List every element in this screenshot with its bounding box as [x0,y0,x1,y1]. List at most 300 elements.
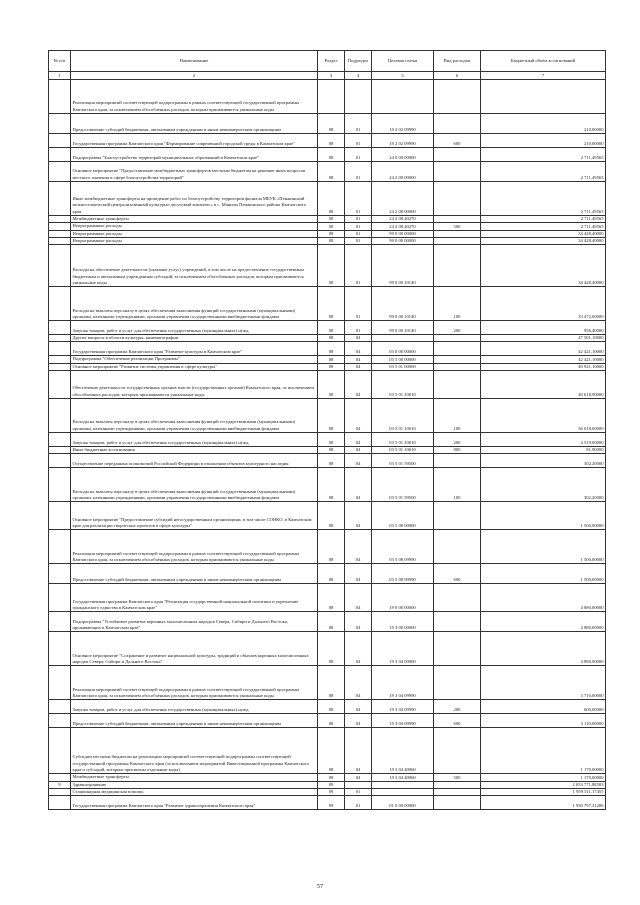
cell-no [49,216,71,223]
table-row [49,502,606,530]
table-row [49,564,606,584]
cell-amount: 1 500,00000 [481,530,606,564]
cell-amount: 1 500,00000 [481,502,606,530]
cell-podrazdel: 04 [345,356,372,363]
cell-no [49,399,71,433]
cell-podrazdel: 04 [345,632,372,666]
cell-expense-type: 600 [434,564,481,584]
cell-target-code: 19 2 02 09990 [372,114,434,134]
cell-podrazdel: 01 [345,245,372,287]
cell-razdel: 08 [318,335,345,342]
cell-name: Подпрограмма "Устойчивое развитие коренных малочисленных народов Севера, Сибири и Дальнего Востока, проживающих в Камчатском крае" [71,612,318,632]
cell-expense-type [434,114,481,134]
cell-expense-type [434,666,481,700]
cell-target-code: 99 0 00 00000 [372,237,434,244]
cell-razdel: 08 [318,321,345,335]
cell-name: Другие вопросы в области культуры, кинематографии [71,335,318,342]
cell-amount: 2 711,49565 [481,223,606,230]
cell-podrazdel: 04 [345,564,372,584]
cell-target-code: 24 2 00 00000 [372,162,434,182]
cell-amount: 34 428,40000 [481,230,606,237]
col-number: 7 [481,72,606,80]
table-row [49,245,606,287]
cell-name: Основное мероприятие "Развитие системы управления в сфере культуры" [71,363,318,370]
cell-razdel: 09 [318,796,345,810]
cell-podrazdel: 04 [345,342,372,356]
cell-amount: 40 618,90000 [481,371,606,399]
cell-podrazdel: 01 [345,788,372,795]
cell-amount: 1 170,00000 [481,728,606,774]
cell-podrazdel: 04 [345,700,372,714]
cell-expense-type [434,237,481,244]
cell-podrazdel: 01 [345,287,372,321]
col-header-name: Наименование [71,51,318,72]
cell-name: Государственная программа Камчатского края "Развитие культуры в Камчатском крае" [71,342,318,356]
cell-razdel: 08 [318,230,345,237]
cell-razdel: 08 [318,287,345,321]
table-row [49,399,606,433]
cell-name: Государственная программа Камчатского края "Формирование современной городской среды в Камчатском крае" [71,134,318,148]
table-row [49,700,606,714]
cell-no [49,666,71,700]
cell-name: Предоставление субсидий бюджетным, автономным учреждениям и иным некоммерческим организациям [71,564,318,584]
table-row [49,584,606,612]
cell-expense-type [434,728,481,774]
cell-razdel: 08 [318,468,345,502]
cell-razdel: 08 [318,433,345,447]
cell-target-code: 03 5 01 10010 [372,433,434,447]
table-row [49,148,606,162]
cell-no [49,530,71,564]
cell-expense-type [434,182,481,216]
table-row [49,781,606,788]
cell-razdel: 08 [318,774,345,781]
cell-expense-type [434,245,481,287]
cell-podrazdel: 04 [345,774,372,781]
cell-no [49,237,71,244]
cell-expense-type [434,454,481,468]
cell-razdel: 08 [318,114,345,134]
cell-no [49,356,71,363]
cell-amount: 2 711,49565 [481,162,606,182]
cell-razdel: 09 [318,781,345,788]
cell-target-code: 24 0 00 00000 [372,148,434,162]
table-row [49,714,606,728]
cell-target-code: 19 3 00 00000 [372,612,434,632]
col-header-target: Целевая статья [372,51,434,72]
cell-no [49,714,71,728]
cell-podrazdel: 04 [345,399,372,433]
cell-podrazdel: 01 [345,216,372,223]
table-row [49,454,606,468]
cell-name: Обеспечение деятельности государственных органов власти (государственных органов) Камчатского края, за исключением обособленных расходов, которым присваиваются уникальные коды [71,371,318,399]
cell-target-code: 03 5 01 00000 [372,363,434,370]
cell-podrazdel: 01 [345,148,372,162]
cell-expense-type: 200 [434,700,481,714]
cell-name: Закупка товаров, работ и услуг для обеспечения государственных (муниципальных) нужд [71,321,318,335]
cell-no [49,182,71,216]
cell-no [49,363,71,370]
cell-podrazdel: 04 [345,584,372,612]
cell-no [49,788,71,795]
cell-amount: 42 421,10000 [481,356,606,363]
cell-name: Непрограммные расходы [71,237,318,244]
cell-no [49,584,71,612]
cell-amount: 33 472,00000 [481,287,606,321]
cell-expense-type [434,80,481,114]
cell-name: Непрограммные расходы [71,230,318,237]
table-row [49,114,606,134]
cell-razdel: 08 [318,216,345,223]
col-header-podrazdel: Подраздел [345,51,372,72]
cell-no [49,774,71,781]
cell-expense-type [434,796,481,810]
cell-expense-type [434,148,481,162]
table-row [49,796,606,810]
cell-expense-type [434,363,481,370]
cell-expense-type: 600 [434,134,481,148]
cell-razdel: 08 [318,182,345,216]
budget-table [48,50,606,810]
cell-target-code: 19 2 02 09990 [372,134,434,148]
cell-target-code: 19 3 04 00000 [372,632,434,666]
table-row [49,182,606,216]
cell-expense-type: 800 [434,447,481,454]
cell-name: Непрограммные расходы [71,223,318,230]
table-row [49,342,606,356]
cell-amount: 2 711,49565 [481,182,606,216]
table-row [49,728,606,774]
cell-amount: 2 053 771,88583 [481,781,606,788]
cell-amount: 302,20000 [481,468,606,502]
cell-amount: 42 421,10000 [481,342,606,356]
cell-podrazdel: 01 [345,796,372,810]
column-number-row [49,72,606,80]
cell-amount: 34 428,40000 [481,237,606,244]
cell-target-code: 19 3 04 09990 [372,666,434,700]
table-row [49,468,606,502]
cell-no [49,796,71,810]
cell-expense-type [434,632,481,666]
cell-name: Реализация мероприятий соответствующей подпрограммы в рамках соответствующей государственной программы Камчатского края, за исключением обособленных расходов, которым присваиваются уникальные коды [71,666,318,700]
cell-expense-type [434,612,481,632]
table-row [49,363,606,370]
cell-razdel: 08 [318,237,345,244]
cell-amount: 4 519,00000 [481,433,606,447]
cell-razdel: 08 [318,584,345,612]
cell-target-code: 03 5 08 00000 [372,502,434,530]
col-header-razdel: Раздел [318,51,345,72]
cell-target-code: 01 0 00 00000 [372,796,434,810]
table-row [49,632,606,666]
cell-target-code [372,788,434,795]
cell-target-code: 03 5 01 59500 [372,454,434,468]
cell-no [49,223,71,230]
cell-target-code: 99 0 00 10140 [372,287,434,321]
cell-target-code: 24 2 08 00000 [372,182,434,216]
cell-expense-type [434,530,481,564]
table-row [49,612,606,632]
cell-podrazdel: 04 [345,447,372,454]
cell-amount: 1 930 797,31286 [481,796,606,810]
cell-target-code: 03 5 08 09990 [372,530,434,564]
cell-no [49,502,71,530]
cell-no [49,433,71,447]
col-number: 2 [71,72,318,80]
cell-no [49,287,71,321]
table-row [49,223,606,230]
col-number: 4 [345,72,372,80]
cell-no [49,564,71,584]
table-row [49,134,606,148]
table-row [49,216,606,223]
col-number: 5 [372,72,434,80]
cell-podrazdel: 01 [345,114,372,134]
cell-podrazdel: 01 [345,162,372,182]
cell-target-code: 03 5 01 10010 [372,447,434,454]
cell-expense-type [434,335,481,342]
table-row [49,237,606,244]
cell-amount: 210,00000 [481,114,606,134]
cell-podrazdel: 01 [345,321,372,335]
cell-target-code [372,781,434,788]
cell-podrazdel: 04 [345,502,372,530]
cell-expense-type [434,371,481,399]
cell-name: Закупка товаров, работ и услуг для обеспечения государственных (муниципальных) нужд [71,433,318,447]
cell-no [49,632,71,666]
cell-target-code: 19 0 00 00000 [372,584,434,612]
table-row [49,335,606,342]
table-body [49,80,606,810]
cell-razdel: 08 [318,632,345,666]
cell-razdel: 08 [318,447,345,454]
table-row [49,433,606,447]
cell-expense-type: 500 [434,774,481,781]
cell-podrazdel: 04 [345,612,372,632]
cell-name: Государственная программа Камчатского края "Реализация государственной национальной политики и укрепление гражданского единства в Камчатском крае" [71,584,318,612]
table-row [49,447,606,454]
cell-expense-type [434,788,481,795]
cell-expense-type: 500 [434,223,481,230]
table-row [49,80,606,114]
cell-podrazdel: 01 [345,230,372,237]
cell-no [49,612,71,632]
cell-expense-type [434,162,481,182]
cell-name: Подпрограмма "Обеспечение реализации Программы" [71,356,318,363]
cell-name: Предоставление субсидий бюджетным, автономным учреждениям и иным некоммерческим организациям [71,114,318,134]
cell-razdel: 08 [318,356,345,363]
cell-target-code: 99 0 00 10140 [372,245,434,287]
cell-razdel: 08 [318,530,345,564]
cell-razdel: 08 [318,502,345,530]
cell-razdel: 08 [318,148,345,162]
cell-target-code: 24 2 08 40270 [372,216,434,223]
cell-podrazdel: 04 [345,728,372,774]
cell-amount: 4 880,00000 [481,584,606,612]
cell-name: Основное мероприятие "Сохранение и развитие национальной культуры, традиций и обычаев коренных малочисленных народов Севера, Сибири и Дальнего Востока" [71,632,318,666]
cell-expense-type [434,356,481,363]
cell-expense-type [434,342,481,356]
cell-podrazdel: 04 [345,433,372,447]
cell-no [49,447,71,454]
cell-name: Межбюджетные трансферты [71,774,318,781]
table-row [49,371,606,399]
cell-name: Субсидии местным бюджетам на реализацию мероприятий соответствующей подпрограммы соответствующей государственной программы Камчатского края (за исключением мероприятий Инвестиционной программы Камчатского края и субсидий, которым присвоены отдельные коды) [71,728,318,774]
cell-podrazdel: 04 [345,714,372,728]
cell-amount: 1 959 511,17455 [481,788,606,795]
cell-name: Расходы на выплаты персоналу в целях обеспечения выполнения функций государственными (муниципальными) органами, казенными учреждениями, органами управления государственными внебюджетными фондами [71,399,318,433]
cell-razdel: 08 [318,363,345,370]
table-row [49,788,606,795]
table-header-row [49,51,606,72]
cell-target-code: 99 0 00 00000 [372,230,434,237]
cell-target-code: 19 3 04 09990 [372,700,434,714]
cell-target-code: 03 5 01 59500 [372,468,434,502]
cell-name: Расходы на обеспечение деятельности (оказание услуг) учреждений, в том числе на предоставление государственным бюджетным и автономным учреждениям субсидий, за исключением обособленных расходов, которым присваиваются уникальные коды [71,245,318,287]
col-header-amount: Бюджетный объём ассигнований [481,51,606,72]
cell-name: Иные межбюджетные трансферты на проведение работ по благоустройству территории филиала МБУК «Пенжинский межпоселенческий централизованный культурно-досуговый комплекс» в с. Манилы Пенжинского района Камчатского края [71,182,318,216]
cell-no [49,321,71,335]
cell-razdel: 08 [318,245,345,287]
cell-target-code: 03 0 00 00000 [372,342,434,356]
cell-target-code: 99 0 00 10140 [372,321,434,335]
cell-amount: 81,90000 [481,447,606,454]
cell-no [49,700,71,714]
cell-razdel: 08 [318,134,345,148]
table-row [49,530,606,564]
cell-no [49,245,71,287]
cell-amount: 47 501,10000 [481,335,606,342]
cell-amount: 1 500,00000 [481,564,606,584]
cell-target-code: 19 3 04 40060 [372,728,434,774]
cell-razdel: 08 [318,728,345,774]
cell-amount: 3 710,00000 [481,666,606,700]
cell-target-code: 03 5 01 10010 [372,371,434,399]
cell-amount: 600,00000 [481,700,606,714]
cell-amount: 2 711,49565 [481,216,606,223]
cell-amount: 34 428,40000 [481,245,606,287]
cell-expense-type: 100 [434,399,481,433]
cell-target-code: 24 2 08 40270 [372,223,434,230]
cell-expense-type: 100 [434,468,481,502]
cell-podrazdel: 04 [345,363,372,370]
cell-podrazdel: 01 [345,237,372,244]
cell-amount: 210,00000 [481,134,606,148]
cell-no [49,454,71,468]
cell-razdel: 08 [318,666,345,700]
cell-amount: 36 018,00000 [481,399,606,433]
cell-expense-type [434,781,481,788]
cell-podrazdel: 04 [345,371,372,399]
table-row [49,666,606,700]
cell-expense-type: 200 [434,321,481,335]
cell-target-code: 19 3 04 09990 [372,714,434,728]
cell-name: Реализация мероприятий соответствующей подпрограммы в рамках соответствующей государственной программы Камчатского края, за исключением обособленных расходов, которым присваиваются уникальные коды [71,80,318,114]
cell-no [49,371,71,399]
cell-podrazdel: 04 [345,454,372,468]
cell-no [49,468,71,502]
cell-no [49,342,71,356]
cell-name: Основное мероприятие "Предоставление межбюджетных трансфертов местным бюджетам на решение иных вопросов местного значения в сфере благоустройства территорий" [71,162,318,182]
cell-podrazdel: 01 [345,223,372,230]
cell-podrazdel: 04 [345,335,372,342]
cell-podrazdel [345,80,372,114]
cell-razdel: 08 [318,371,345,399]
cell-no [49,162,71,182]
cell-target-code: 03 5 00 00000 [372,356,434,363]
cell-name: Иные бюджетные ассигнования [71,447,318,454]
col-number: 3 [318,72,345,80]
cell-no [49,335,71,342]
cell-no: 9 [49,781,71,788]
cell-razdel [318,80,345,114]
cell-expense-type [434,502,481,530]
col-number: 6 [434,72,481,80]
cell-podrazdel: 01 [345,134,372,148]
cell-target-code: 03 5 01 10010 [372,399,434,433]
col-header-expense-type: Вид расходов [434,51,481,72]
cell-razdel: 08 [318,342,345,356]
cell-no [49,80,71,114]
cell-no [49,148,71,162]
cell-amount: 2 711,49565 [481,148,606,162]
cell-razdel: 08 [318,700,345,714]
cell-target-code: 19 3 04 40060 [372,774,434,781]
cell-razdel: 08 [318,714,345,728]
col-number: 1 [49,72,71,80]
cell-name: Реализация мероприятий соответствующей подпрограммы в рамках соответствующей государственной программы Камчатского края, за исключением обособленных расходов, которым присваиваются уникальные коды [71,530,318,564]
cell-name: Стационарная медицинская помощь [71,788,318,795]
table-row [49,230,606,237]
cell-podrazdel: 01 [345,182,372,216]
cell-no [49,230,71,237]
cell-name: Здравоохранение [71,781,318,788]
cell-no [49,114,71,134]
cell-amount: 3 110,00000 [481,714,606,728]
page-number: 57 [317,884,323,890]
cell-no [49,728,71,774]
table-row [49,356,606,363]
cell-expense-type: 100 [434,287,481,321]
cell-name: Предоставление субсидий бюджетным, автономным учреждениям и иным некоммерческим организациям [71,714,318,728]
table-row [49,774,606,781]
col-header-no: № п/п [49,51,71,72]
cell-name: Государственная программа Камчатского края "Развитие здравоохранения Камчатского края" [71,796,318,810]
cell-name: Закупка товаров, работ и услуг для обеспечения государственных (муниципальных) нужд [71,700,318,714]
cell-target-code [372,80,434,114]
cell-expense-type: 600 [434,714,481,728]
cell-amount: 40 921,10000 [481,363,606,370]
cell-razdel: 08 [318,564,345,584]
cell-target-code [372,335,434,342]
cell-expense-type [434,584,481,612]
cell-expense-type [434,230,481,237]
cell-razdel: 08 [318,399,345,433]
cell-razdel: 08 [318,162,345,182]
cell-razdel: 08 [318,612,345,632]
table-row [49,162,606,182]
cell-target-code: 03 5 08 09990 [372,564,434,584]
cell-podrazdel: 04 [345,530,372,564]
cell-podrazdel [345,781,372,788]
cell-amount: 956,40000 [481,321,606,335]
cell-expense-type [434,216,481,223]
cell-name: Межбюджетные трансферты [71,216,318,223]
cell-podrazdel: 04 [345,468,372,502]
cell-amount [481,80,606,114]
table-row [49,321,606,335]
cell-amount: 1 170,00000 [481,774,606,781]
